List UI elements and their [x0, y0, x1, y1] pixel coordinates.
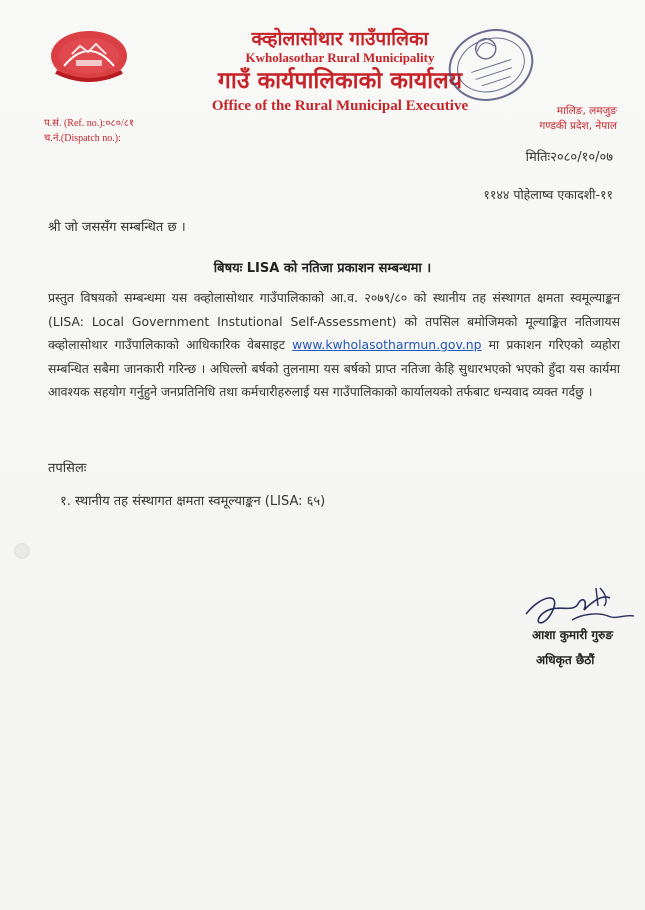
nepal-emblem-logo: [46, 26, 132, 84]
letter-subject: बिषयः LISA को नतिजा प्रकाशन सम्बन्धमा ।: [213, 261, 432, 276]
reference-block: [44, 116, 134, 146]
body-text-part-2: मा प्रकाशन गरिएको व्यहोरा सम्बन्धित सबैमा जानकारी गरिन्छ । अघिल्लो बर्षको तुलनामा यस बर्षको प्राप्त नतिजा केहि सुधारभएको भएको हुँदा यस कार्यमा आवश्यक सहयोग गर्नुहुने जनप्रतिनिधि तथा कर्मचारीहरुलाई यस गाउँपालिकाको कार्यालयको तर्फबाट धन्यवाद व्यक्त गर्दछु ।: [48, 337, 620, 400]
letter-date-lunar: ११४४ पोहेलाष्व एकादशी-११: [483, 187, 613, 202]
body-text-part-1: प्रस्तुत विषयको सम्बन्धमा यस क्व्होलासोथार गाउँपालिकाको आ.व. २०७९/८० को स्थानीय तह संस्थागत क्षमता स्वमूल्याङ्कन (LISA: Local Government Instutional Self-Assessment) को तपसिल बमोजिमको मूल्याङ्कित नतिजायस क्व्होलासोथार गाउँपालिकाको आधिकारिक वेबसाइट: [48, 290, 620, 353]
website-link[interactable]: www.kwholasotharmun.gov.np: [292, 337, 482, 353]
address-line-1: मालिङ, लमजुङ: [556, 105, 617, 117]
details-label: तपसिलः: [48, 461, 87, 476]
office-name-en: Office of the Rural Municipal Executive: [211, 98, 469, 114]
letter-date: मितिः२०८०/१०/०७: [525, 150, 613, 165]
address-line-2: गण्डकी प्रदेश, नेपाल: [539, 120, 617, 132]
details-list-item: १. स्थानीय तह संस्थागत क्षमता स्वमूल्याङ्कन (LISA: ६५): [60, 494, 326, 509]
municipality-name-en: Kwholasothar Rural Municipality: [245, 50, 435, 65]
address-block: [539, 104, 617, 134]
letter-body: [48, 286, 620, 404]
reference-number: प.सं. (Ref. no.):०८०/८१: [44, 118, 135, 129]
official-seal-stamp: [442, 22, 540, 108]
salutation: श्री जो जससँग सम्बन्धित छ ।: [48, 220, 186, 235]
municipality-name-np: क्व्होलासोथार गाउँपालिका: [251, 28, 429, 50]
punch-hole: [14, 543, 30, 559]
signatory-name: आशा कुमारी गुरुङ: [532, 628, 613, 642]
office-name-np: गाउँ कार्यपालिकाको कार्यालय: [217, 68, 463, 94]
signatory-title: अधिकृत छैठौं: [536, 653, 595, 667]
dispatch-number: च.नं.(Dispatch no.):: [44, 133, 121, 144]
